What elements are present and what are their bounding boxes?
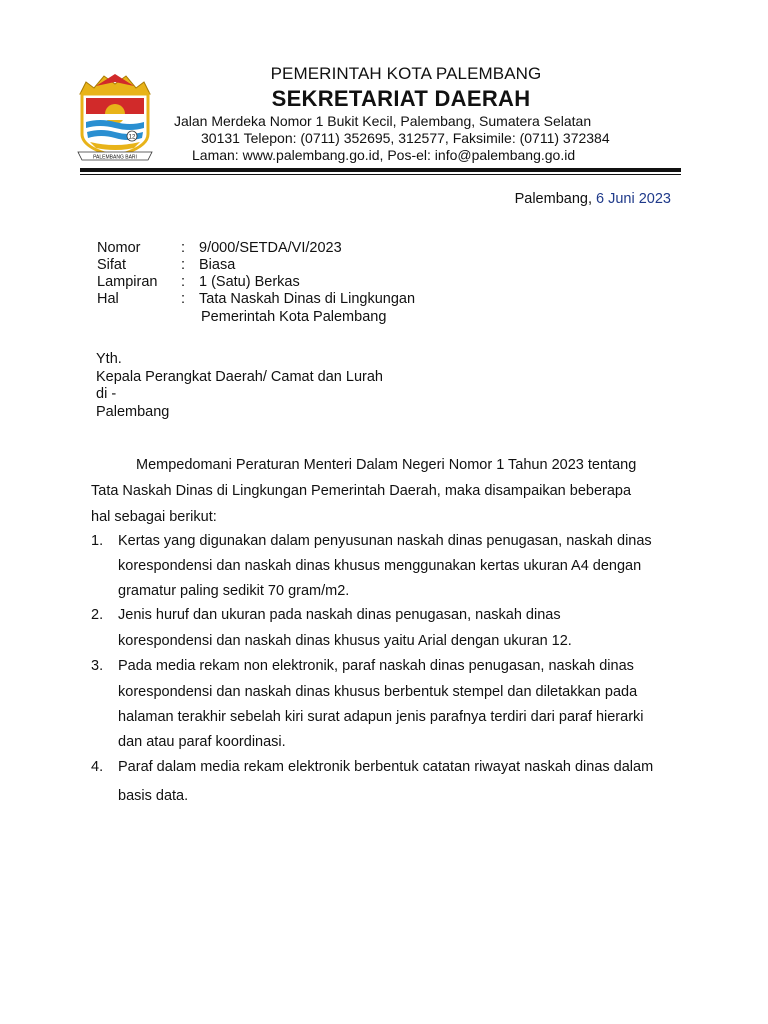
list-item-number: 4.	[91, 759, 104, 775]
date-place: Palembang,	[514, 191, 592, 207]
letterhead-office: SEKRETARIAT DAERAH	[271, 86, 531, 111]
list-item-number: 1.	[91, 533, 104, 549]
body-intro-line: hal sebagai berikut:	[91, 509, 217, 525]
meta-colon: :	[181, 274, 186, 290]
meta-label: Lampiran	[97, 274, 158, 290]
list-item-line: gramatur paling sedikit 70 gram/m2.	[118, 583, 350, 599]
meta-hal-continuation: Pemerintah Kota Palembang	[201, 309, 387, 325]
list-item-line: Pada media rekam non elektronik, paraf naskah dinas penugasan, naskah dinas	[118, 658, 634, 674]
letterhead-address: Jalan Merdeka Nomor 1 Bukit Kecil, Palembang, Sumatera Selatan	[174, 113, 592, 129]
list-item-number: 3.	[91, 658, 104, 674]
letterhead-divider-thin	[80, 174, 681, 175]
list-item-line: korespondensi dan naskah dinas khusus menggunakan kertas ukuran A4 dengan	[118, 558, 642, 574]
addressee-salutation: Yth.	[96, 351, 122, 367]
addressee-recipient: Kepala Perangkat Daerah/ Camat dan Lurah	[96, 368, 383, 385]
emblem-number: 12	[128, 134, 136, 141]
meta-colon: :	[181, 257, 186, 273]
meta-value: 1 (Satu) Berkas	[199, 274, 300, 290]
body-intro-line: Mempedomani Peraturan Menteri Dalam Negeri Nomor 1 Tahun 2023 tentang	[136, 457, 637, 473]
list-item-line: Paraf dalam media rekam elektronik berbentuk catatan riwayat naskah dinas dalam	[118, 759, 654, 775]
list-item-line: basis data.	[118, 788, 189, 804]
list-item-line: halaman terakhir sebelah kiri surat adapun jenis parafnya terdiri dari paraf hierarki	[118, 709, 644, 725]
meta-colon: :	[181, 240, 186, 256]
meta-label: Sifat	[97, 257, 127, 273]
letter-date	[515, 191, 671, 207]
emblem-banner-text: PALEMBANG BARI	[93, 154, 137, 161]
date-value: 6 Juni 2023	[596, 191, 671, 207]
addressee-block	[96, 351, 383, 421]
list-item-line: dan atau paraf koordinasi.	[118, 734, 286, 750]
list-item-line: Jenis huruf dan ukuran pada naskah dinas penugasan, naskah dinas	[118, 607, 561, 623]
list-item-line: Kertas yang digunakan dalam penyusunan naskah dinas penugasan, naskah dinas	[118, 533, 652, 549]
letterhead-contact: 30131 Telepon: (0711) 352695, 312577, Faksimile: (0711) 372384	[201, 130, 610, 146]
body-intro-line: Tata Naskah Dinas di Lingkungan Pemerintah Daerah, maka disampaikan beberapa	[91, 483, 632, 499]
meta-label: Nomor	[97, 240, 141, 256]
letterhead-web: Laman: www.palembang.go.id, Pos-el: info@palembang.go.id	[192, 147, 576, 163]
meta-colon: :	[181, 291, 186, 307]
meta-label: Hal	[97, 291, 119, 307]
list-item-number: 2.	[91, 607, 104, 623]
letterhead-divider-thick	[80, 168, 681, 172]
list-item-line: korespondensi dan naskah dinas khusus berbentuk stempel dan diletakkan pada	[118, 684, 638, 700]
addressee-city: Palembang	[96, 403, 170, 420]
meta-value: Tata Naskah Dinas di Lingkungan	[199, 291, 416, 307]
addressee-prefix: di -	[96, 386, 117, 402]
list-item-line: korespondensi dan naskah dinas khusus yaitu Arial dengan ukuran 12.	[118, 633, 572, 649]
meta-value: Biasa	[199, 257, 236, 273]
meta-value: 9/000/SETDA/VI/2023	[199, 240, 342, 256]
letterhead-government: PEMERINTAH KOTA PALEMBANG	[270, 64, 542, 83]
